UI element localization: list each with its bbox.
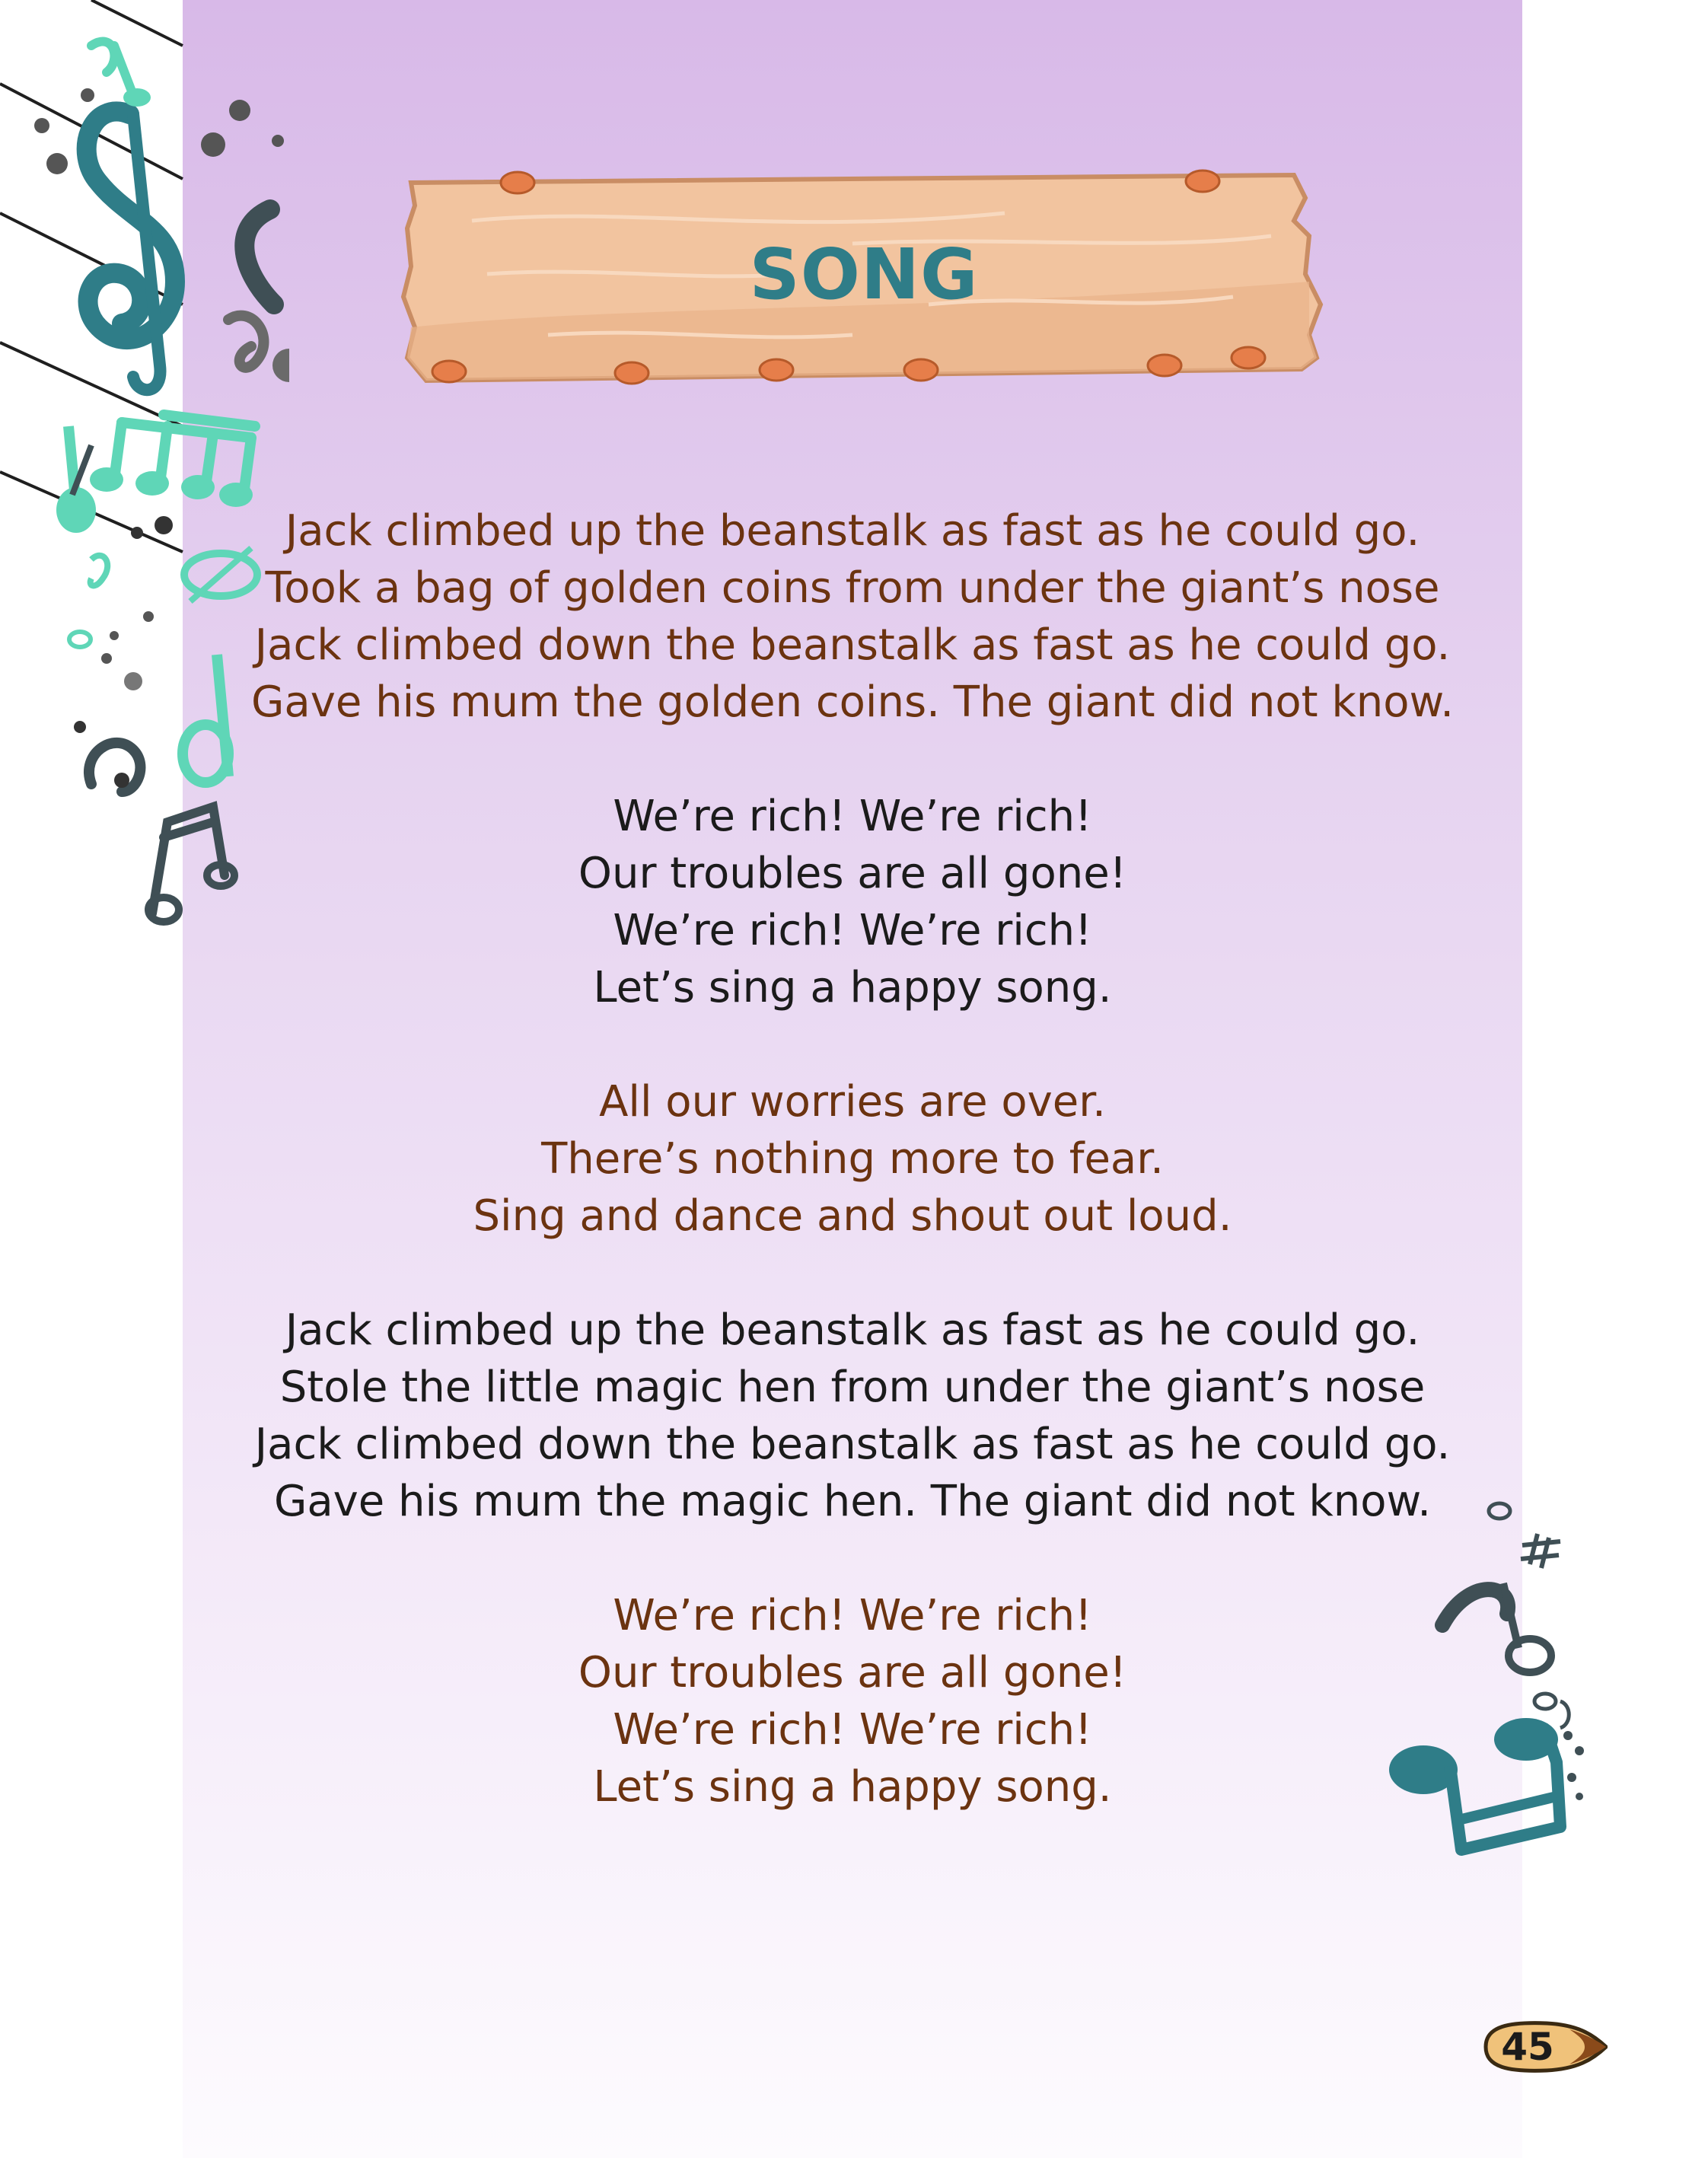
song-lyrics xyxy=(183,502,1522,1873)
lyric-line: We’re rich! We’re rich! xyxy=(613,1705,1092,1755)
lyric-line: Jack climbed up the beanstalk as fast as he could go. xyxy=(285,506,1420,556)
lyric-line: Jack climbed down the beanstalk as fast as he could go. xyxy=(254,620,1451,670)
lyric-line: Our troubles are all gone! xyxy=(578,1648,1127,1697)
stanza-3 xyxy=(183,1073,1522,1245)
lyric-line: There’s nothing more to fear. xyxy=(541,1134,1164,1184)
lyric-line: Let’s sing a happy song. xyxy=(593,1762,1112,1812)
stanza-1 xyxy=(183,502,1522,731)
lyric-line: Let’s sing a happy song. xyxy=(593,963,1112,1012)
lyric-line: We’re rich! We’re rich! xyxy=(613,792,1092,841)
lyric-line: Stole the little magic hen from under the giant’s nose xyxy=(279,1363,1426,1412)
stanza-5 xyxy=(183,1587,1522,1815)
lyric-line: We’re rich! We’re rich! xyxy=(613,906,1092,955)
stanza-2 xyxy=(183,788,1522,1016)
lyric-line: We’re rich! We’re rich! xyxy=(613,1591,1092,1640)
stanza-4 xyxy=(183,1302,1522,1530)
lyric-line: Took a bag of golden coins from under the giant’s nose xyxy=(265,563,1440,613)
lyric-line: Jack climbed up the beanstalk as fast as he could go. xyxy=(285,1305,1420,1355)
lyric-line: Gave his mum the magic hen. The giant did not know. xyxy=(273,1477,1432,1526)
lyric-line: All our worries are over. xyxy=(599,1077,1106,1127)
lyric-line: Jack climbed down the beanstalk as fast as he could go. xyxy=(254,1420,1451,1469)
page-number: 45 xyxy=(1501,2025,1554,2069)
page-title: SONG xyxy=(749,234,979,315)
lyric-line: Sing and dance and shout out loud. xyxy=(473,1191,1232,1241)
lyric-line: Our troubles are all gone! xyxy=(578,849,1127,898)
lyric-line: Gave his mum the golden coins. The giant did not know. xyxy=(250,677,1454,727)
